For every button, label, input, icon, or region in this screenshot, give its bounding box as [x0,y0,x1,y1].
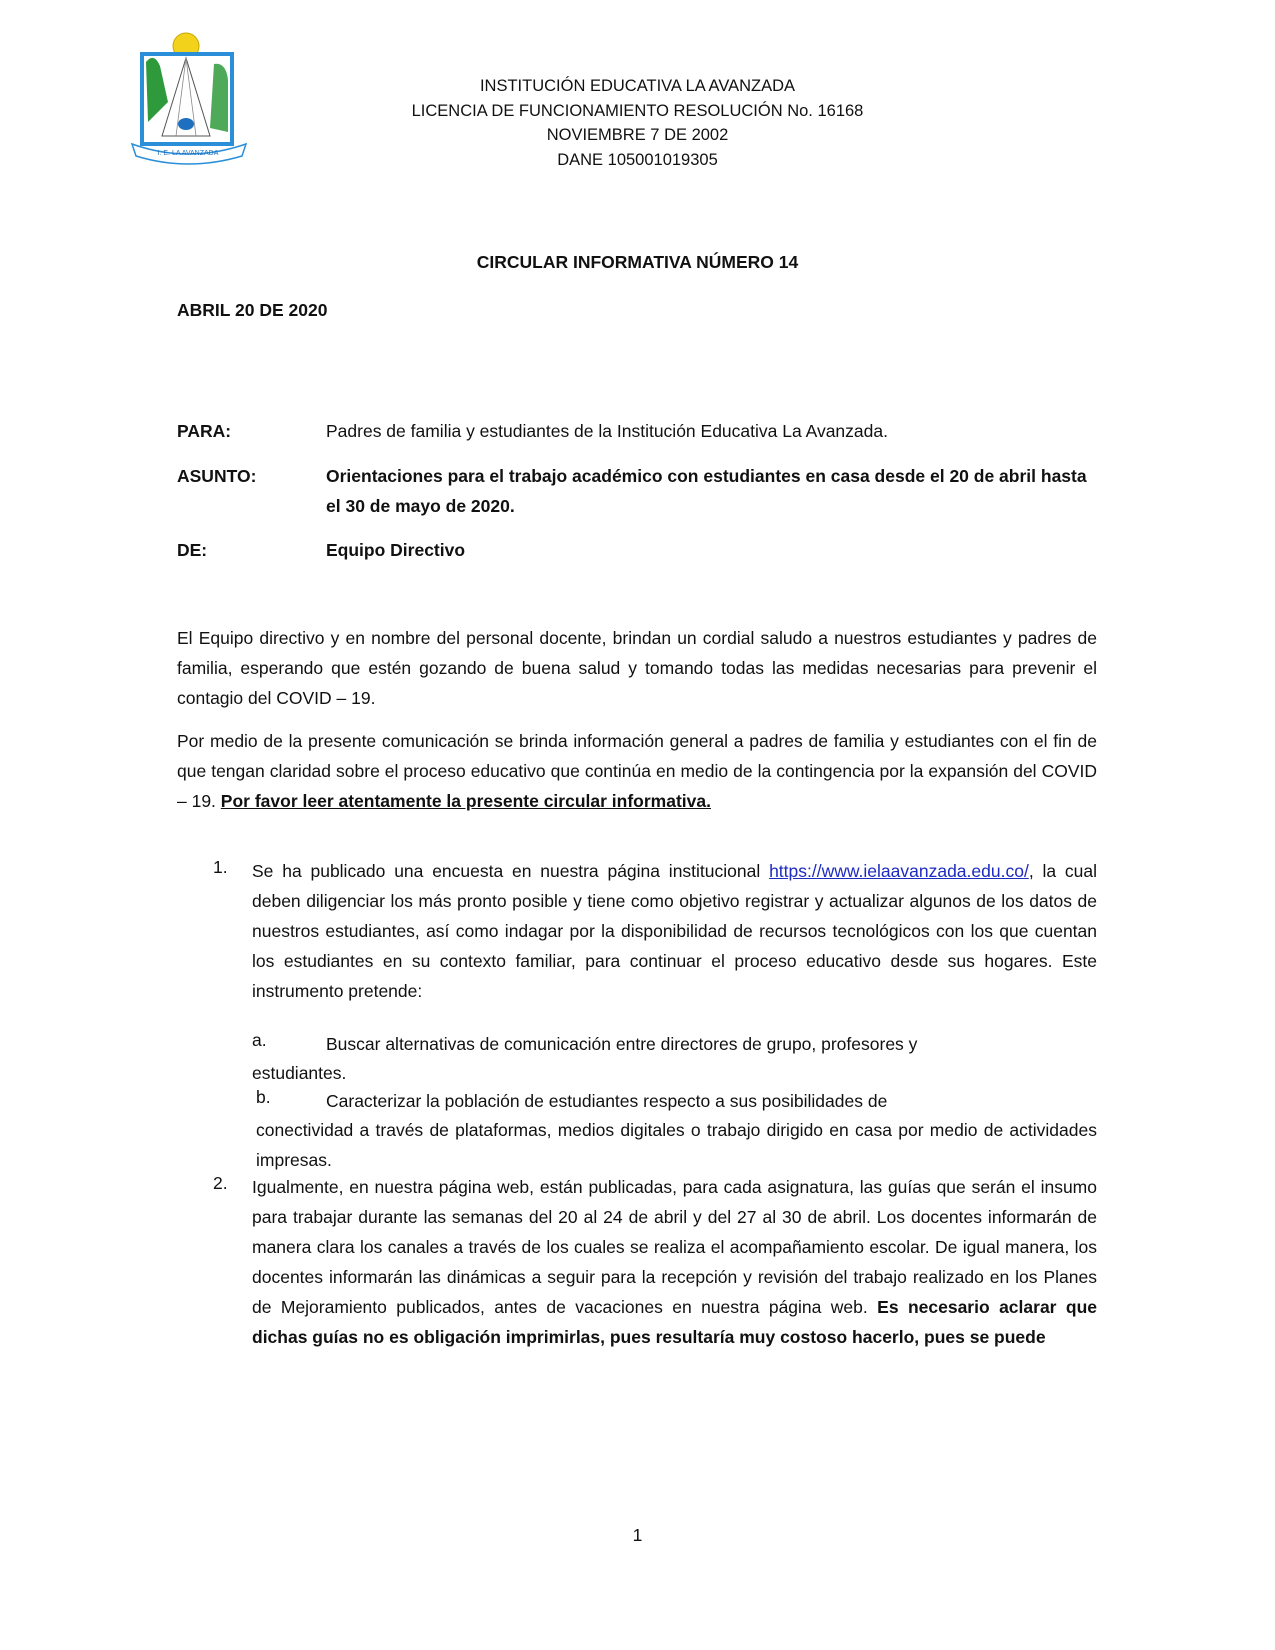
asunto-value: Orientaciones para el trabajo académico con estudiantes en casa desde el 20 de abril hasta el 30 de mayo de 2020. [326,466,1087,516]
paragraph-intro-text: Por medio de la presente comunicación se brinda información general a padres de familia y estudiantes con el fin de que tengan claridad sobre el proceso educativo que continúa en medio de la contingencia por la expansión del COVID – 19. [177,731,1097,811]
header-license-date: NOVIEMBRE 7 DE 2002 [546,126,729,144]
paragraph-intro [177,726,1097,816]
sub-item-b-letter: b. [256,1087,271,1107]
page-number: 1 [632,1525,643,1545]
sub-item-a-letter: a. [252,1030,267,1050]
paragraph-greeting: El Equipo directivo y en nombre del personal docente, brindan un cordial saludo a nuestros estudiantes y padres de familia, esperando que estén gozando de buena salud y tomando todas las medidas necesarias para prevenir el contagio del COVID – 19. [177,628,1097,708]
sub-item-a-text: Buscar alternativas de comunicación entre directores de grupo, profesores y [326,1034,918,1054]
header-license: LICENCIA DE FUNCIONAMIENTO RESOLUCIÓN No. 16168 [411,101,864,120]
document-date: ABRIL 20 DE 2020 [177,300,328,320]
list-item-2 [252,1172,1097,1352]
list-item-1 [252,856,1097,1006]
asunto-label: ASUNTO: [177,466,257,486]
header-institution-name: INSTITUCIÓN EDUCATIVA LA AVANZADA [479,77,796,95]
institution-website-link[interactable]: https://www.ielaavanzada.edu.co/ [769,861,1029,881]
document-title: CIRCULAR INFORMATIVA NÚMERO 14 [476,252,799,272]
list-item-2-number: 2. [213,1173,228,1193]
para-value: Padres de familia y estudiantes de la Institución Educativa La Avanzada. [326,421,888,441]
list-item-2-bold: Es necesario aclarar que dichas guías no es obligación imprimirlas, pues resultaría muy costoso hacerlo, pues se puede [252,1297,1097,1347]
sub-item-b-text: Caracterizar la población de estudiantes respecto a sus posibilidades de [326,1091,888,1111]
de-value: Equipo Directivo [326,540,466,560]
list-item-1-text-a: Se ha publicado una encuesta en nuestra página institucional [252,861,770,881]
list-item-1-number: 1. [213,857,228,877]
institution-header [0,74,1275,172]
para-label: PARA: [177,421,232,441]
list-item-2-text: Igualmente, en nuestra página web, están publicadas, para cada asignatura, las guías que serán el insumo para trabajar durante las semanas del 20 al 24 de abril y del 27 al 30 de abril. Los docentes informarán de manera clara los canales a través de los cuales se realiza el acompañamiento escolar. De igual manera, los docentes informarán las dinámicas a seguir para la recepción y revisión del trabajo realizado en los Planes de Mejoramiento publicados, antes de vacaciones en nuestra página web. [252,1177,1097,1317]
de-label: DE: [177,540,208,560]
sub-item-a-text-cont: estudiantes. [252,1063,347,1083]
header-dane: DANE 105001019305 [557,150,718,169]
sub-item-b-text-cont: conectividad a través de plataformas, medios digitales o trabajo dirigido en casa por medio de actividades impresas. [256,1120,1097,1170]
paragraph-intro-emphasis: Por favor leer atentamente la presente circular informativa. [220,791,711,811]
list-item-1-text-b: , la cual deben diligenciar los más pronto posible y tiene como objetivo registrar y actualizar algunos de los datos de nuestros estudiantes, así como indagar por la disponibilidad de recursos tecnológicos con los que cuentan los estudiantes en su contexto familiar, para continuar el proceso educativo desde sus hogares. Este instrumento pretende: [252,861,1098,1001]
logo-banner-text: I. E. LA AVANZADA [157,150,219,157]
